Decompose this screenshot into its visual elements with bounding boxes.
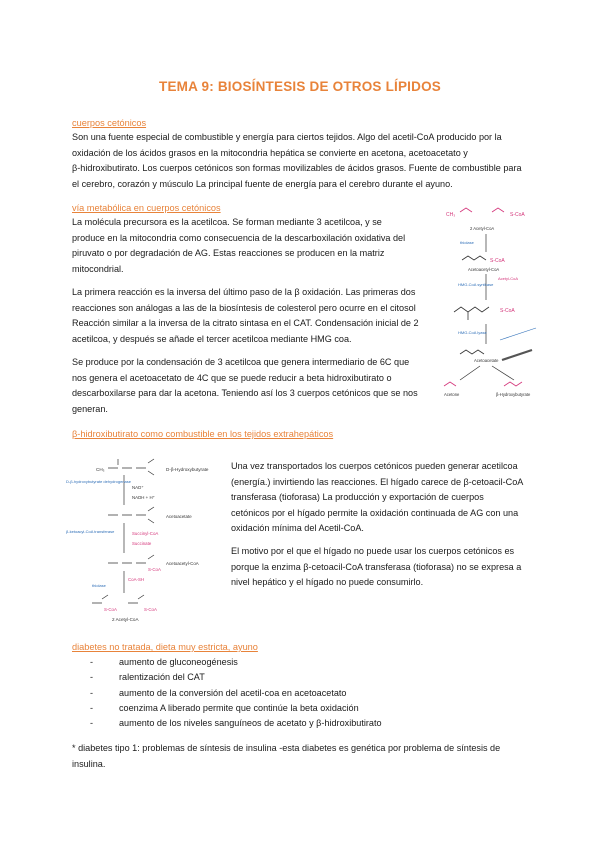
text-line: porque la enzima β-cetoacil-CoA transferasa (tioforasa) no se expresa a	[231, 561, 522, 572]
text-line: * diabetes tipo 1: problemas de síntesis de insulina -esta diabetes es genética por problema de síntesis de	[72, 743, 501, 753]
section3-paragraph-2	[231, 544, 521, 591]
diabetes-effects-list	[90, 655, 382, 731]
list-item: - ralentización del CAT	[90, 672, 205, 683]
label-s-coa-right: S-CoA	[144, 607, 157, 612]
text-line: piruvato o por degradación de AG. Estas reacciones se producen en la matriz	[72, 248, 385, 259]
list-item: - coenzima A liberado permite que continúe la beta oxidación	[90, 702, 359, 713]
label-acetoacetyl-coa-2: Acetoacetyl-CoA	[166, 561, 199, 566]
text-line: insulina.	[72, 758, 106, 769]
label-2-acetyl-coa: 2 Acetyl-CoA	[470, 226, 495, 231]
text-line: produce en la mitocondria como consecuencia de la descarboxilación oxidativa del	[72, 232, 406, 243]
label-succinyl-coa: Succinyl-CoA	[132, 531, 159, 536]
text-line: La primera reacción es la inversa del último paso de la β oxidación. Las primeras dos	[72, 287, 416, 297]
label-acetoacetate-2: Acetoacetate	[166, 514, 192, 519]
label-hmg-synthase: HMG-CoA synthase	[458, 282, 494, 287]
text-line: generan.	[72, 403, 108, 414]
text-line: nivel hepático y el hígado no puede consumirlo.	[231, 577, 424, 588]
text-line: Se produce por la condensación de 3 acetilcoa que genera intermediario de 6C que	[72, 357, 410, 367]
text-line: acetilcoa, y después se añade el tercer acetilcoa mediante HMG coa.	[72, 333, 352, 344]
text-line: Son una fuente especial de combustible y energía para ciertos tejidos. Algo del acetil-CoA producido por la	[72, 132, 502, 142]
text-line: cetónicos por el hígado permite la oxidación continuada de AG con una	[231, 507, 519, 518]
section-heading-cuerpos-cetonicos: cuerpos cetónicos	[72, 118, 147, 128]
label-nad: NAD⁺	[132, 485, 144, 490]
text-line: Una vez transportados los cuerpos cetónicos pueden generar acetilcoa	[231, 461, 518, 471]
list-item: - aumento de gluconeogénesis	[90, 657, 238, 667]
label-thiolase: thiolase	[460, 240, 474, 245]
text-line: La molécula precursora es la acetilcoa. Se forman mediante 3 acetilcoa, y se	[72, 217, 382, 227]
ch3-label: CH₃	[96, 467, 105, 472]
section-heading-diabetes: diabetes no tratada, dieta muy estricta, ayuno	[72, 642, 258, 652]
section2-paragraph-3	[72, 355, 418, 417]
text-line: reacciones son análogas a las de la biosíntesis de colesterol pero ocurre en el citosol	[72, 302, 416, 313]
list-item: - aumento de los niveles sanguíneos de acetato y β-hidroxibutirato	[90, 718, 382, 729]
svg-text:S-CoA: S-CoA	[500, 308, 515, 314]
ketogenesis-pathway-figure	[440, 200, 540, 400]
svg-text:CH₃: CH₃	[446, 212, 456, 218]
text-line: el cerebro, corazón y músculo La principal fuente de energía para el cerebro durante el ayuno.	[72, 178, 453, 189]
list-item: - aumento de la conversión del acetil-coa en acetoacetato	[90, 687, 347, 698]
ketone-utilization-figure	[62, 453, 232, 625]
label-acetone: Acetone	[444, 392, 460, 397]
label-acetoacetyl-coa: Acetoacetyl-CoA	[468, 267, 500, 272]
label-transferase: β-ketoacyl-CoA transferase	[66, 529, 115, 534]
text-line: El motivo por el que el hígado no puede usar los cuerpos cetónicos es	[231, 546, 515, 556]
label-acetyl-coa: Acetyl-CoA	[498, 276, 519, 281]
text-line: (energía.) invirtiendo las reacciones. El hígado carece de β-cetoacil-CoA	[231, 476, 524, 487]
text-line: oxidación mínima del Acetil-CoA.	[231, 523, 364, 534]
text-line: Reacción similar a la inversa de la citrato sintasa en el CAT. Condensación inicial de 2	[72, 318, 419, 329]
text-line: transferasa (tioforasa) La producción y exportación de cuerpos	[231, 492, 484, 503]
text-line: oxidación de los ácidos grasos en la mitocondria hepática se convierte en acetona, acetoacetato y	[72, 147, 468, 158]
section3-paragraph-1	[231, 459, 523, 537]
section2-paragraph-2	[72, 285, 419, 347]
label-succinate: Succinate	[132, 541, 152, 546]
label-acetoacetate: Acetoacetate	[474, 358, 499, 363]
label-hmg-lyase: HMG-CoA lyase	[458, 330, 487, 335]
label-beta-hydroxybutyrate: β-Hydroxybutyrate	[496, 392, 531, 397]
text-line: nos genera el acetoacetato de 4C que se puede reducir a beta hidroxibutirato o	[72, 372, 392, 383]
diabetes-note	[72, 741, 500, 772]
section2-paragraph-1	[72, 215, 405, 277]
text-line: mitocondrial.	[72, 263, 124, 274]
label-s-coa-left: S-CoA	[104, 607, 117, 612]
label-nadh: NADH + H⁺	[132, 495, 155, 500]
svg-text:S-CoA: S-CoA	[490, 258, 505, 264]
label-thiolase-2: thiolase	[92, 583, 106, 588]
label-dehydrogenase: D-β-hydroxybutyrate dehydrogenase	[66, 479, 132, 484]
svg-text:S-CoA: S-CoA	[510, 212, 525, 218]
label-coash: CoA-SH	[128, 577, 145, 582]
section-heading-via-metabolica: vía metabólica en cuerpos cetónicos	[72, 203, 221, 213]
text-line: β-hidroxibutirato. Los cuerpos cetónicos son formas movilizables de ácidos grasos. Fuente de combustible para	[72, 163, 522, 174]
section1-paragraph	[72, 130, 522, 192]
label-d-beta-hydroxybutyrate: D-β-Hydroxybutyrate	[166, 467, 209, 472]
text-line: descarboxilarse para dar la acetona. Teniendo así los 3 cuerpos cetónicos que se nos	[72, 388, 418, 399]
svg-text:S-CoA: S-CoA	[148, 567, 161, 572]
section-heading-beta-hidroxibutirato: β-hidroxibutirato como combustible en los tejidos extrahepáticos	[72, 429, 334, 439]
label-2-acetyl-coa-2: 2 Acetyl-CoA	[112, 617, 139, 622]
page-title: TEMA 9: BIOSÍNTESIS DE OTROS LÍPIDOS	[159, 79, 441, 94]
